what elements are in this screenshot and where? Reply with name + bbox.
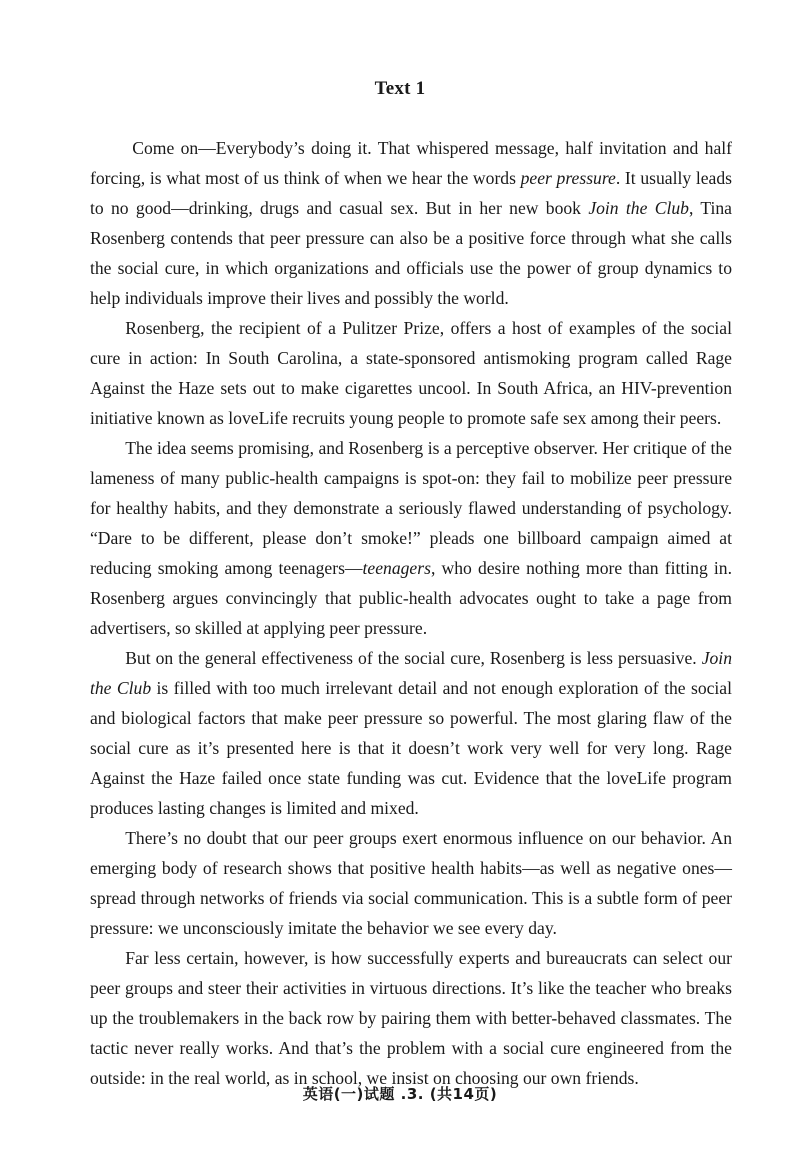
paragraph-1-run-2: . It usually leads to no good—drinking, drugs and casual sex. But in her new book xyxy=(90,168,732,218)
paragraph-3-run-2: , who desire nothing more than fitting in. Rosenberg argues convincingly that public-health advocates ought to take a page from advertisers, so skilled at applying peer pressure. xyxy=(90,558,732,638)
paragraph-1-italic-peer-pressure: peer pressure xyxy=(520,168,616,188)
paragraph-5-run-1: There’s no doubt that our peer groups exert enormous influence on our behavior. An emerging body of research shows that positive health habits—as well as negative ones—spread through networks of friends via social communication. This is a subtle form of peer pressure: we unconsciously imitate the behavior we see every day. xyxy=(90,828,732,938)
passage-body xyxy=(90,133,732,1093)
paragraph-6 xyxy=(90,943,732,1093)
paragraph-4 xyxy=(90,643,732,823)
paragraph-4-run-2: is filled with too much irrelevant detail and not enough exploration of the social and biological factors that make peer pressure so powerful. The most glaring flaw of the social cure as it’s presented here is that it doesn’t work very well for very long. Rage Against the Haze failed once state funding was cut. Evidence that the loveLife program produces lasting changes is limited and mixed. xyxy=(90,678,733,818)
paragraph-1-run-3: , Tina Rosenberg contends that peer pressure can also be a positive force through what she calls the social cure, in which organizations and officials use the power of group dynamics to help individuals improve their lives and possibly the world. xyxy=(90,198,732,308)
paragraph-5 xyxy=(90,823,732,943)
page-footer: 英语(一)试题 .3. (共14页) xyxy=(302,1085,498,1103)
paragraph-3-run-1: The idea seems promising, and Rosenberg is a perceptive observer. Her critique of the lameness of many public-health campaigns is spot-on: they fail to mobilize peer pressure for healthy habits, and they demonstrate a seriously flawed understanding of psychology. “Dare to be different, please don’t smoke!” pleads one billboard campaign aimed at reducing smoking among teenagers— xyxy=(90,438,732,578)
paragraph-4-run-1: But on the general effectiveness of the social cure, Rosenberg is less persuasive. xyxy=(125,648,702,668)
paragraph-3-italic-teenagers: teenagers xyxy=(362,558,431,578)
paragraph-1-run-1: Come on—Everybody’s doing it. That whispered message, half invitation and half forcing, is what most of us think of when we hear the words xyxy=(90,138,732,188)
paragraph-6-run-1: Far less certain, however, is how successfully experts and bureaucrats can select our peer groups and steer their activities in virtuous directions. It’s like the teacher who breaks up the troublemakers in the back row by pairing them with better-behaved classmates. The tactic never really works. And that’s the problem with a social cure engineered from the outside: in the real world, as in school, we insist on choosing our own friends. xyxy=(90,948,732,1088)
paragraph-1 xyxy=(90,133,732,313)
paragraph-2-run-1: Rosenberg, the recipient of a Pulitzer Prize, offers a host of examples of the social cure in action: In South Carolina, a state-sponsored antismoking program called Rage Against the Haze sets out to make cigarettes uncool. In South Africa, an HIV-prevention initiative known as loveLife recruits young people to promote safe sex among their peers. xyxy=(90,318,732,428)
paragraph-3 xyxy=(90,433,732,643)
paragraph-4-italic-book-title: Join the Club xyxy=(90,648,732,698)
text-title: Text 1 xyxy=(374,78,426,99)
paragraph-2 xyxy=(90,313,732,433)
paragraph-1-italic-book-title: Join the Club xyxy=(588,198,689,218)
